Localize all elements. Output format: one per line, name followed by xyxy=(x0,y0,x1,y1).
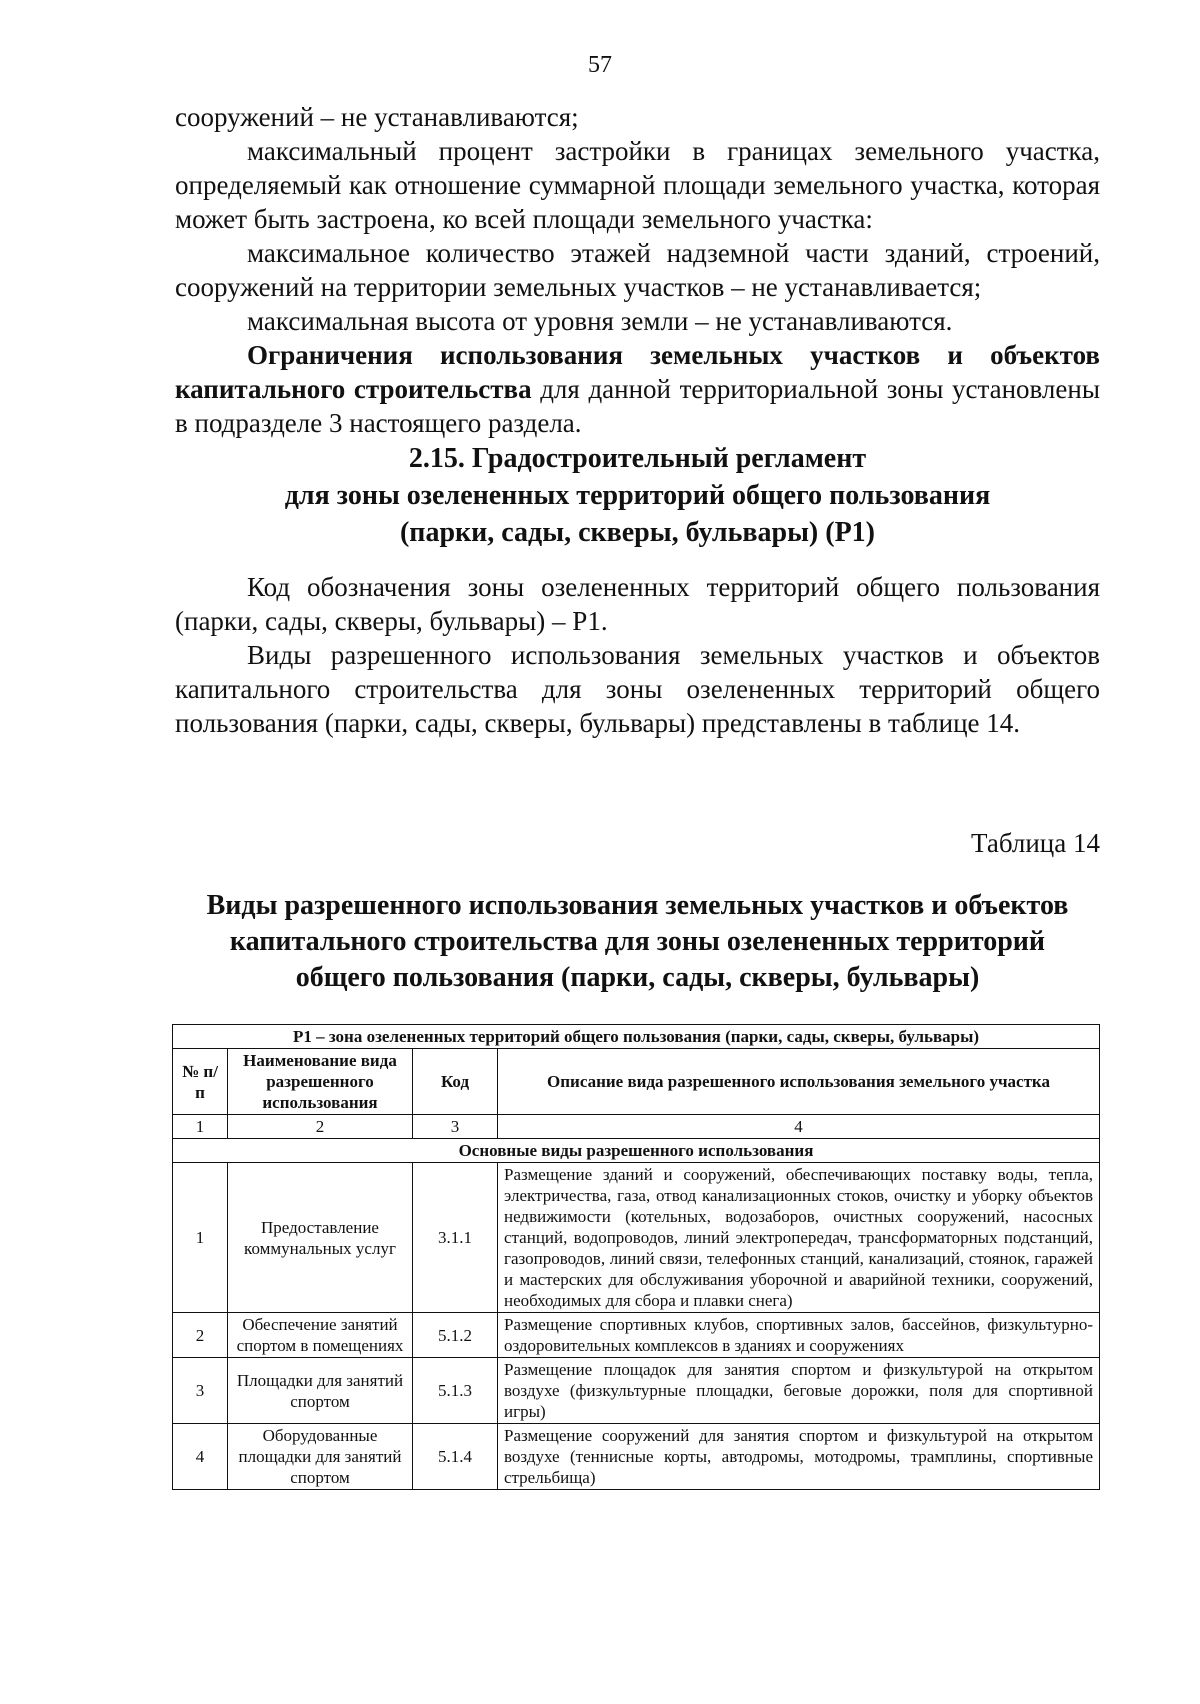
header-code: Код xyxy=(413,1049,498,1115)
row-description-cell: Размещение спортивных клубов, спортивных залов, бассейнов, физкультурно-оздоровительных комплексов в зданиях и сооружениях xyxy=(498,1313,1100,1358)
column-index-cell: 4 xyxy=(498,1115,1100,1139)
intro-line: сооружений – не устанавливаются; xyxy=(175,102,579,132)
row-code-cell: 5.1.3 xyxy=(413,1358,498,1424)
zone-header-cell: Р1 – зона озелененных территорий общего пользования (парки, сады, скверы, бульвары) xyxy=(173,1025,1100,1049)
intro-block xyxy=(175,100,1100,440)
description-block xyxy=(175,570,1100,740)
row-name-cell: Предоставление коммунальных услуг xyxy=(228,1163,413,1313)
table-title-line: общего пользования (парки, сады, скверы, бульвары) xyxy=(295,962,980,993)
row-name-cell: Оборудованные площадки для занятий спортом xyxy=(228,1424,413,1490)
table-row xyxy=(173,1313,1100,1358)
page-number: 57 xyxy=(588,52,612,78)
table-label: Таблица 14 xyxy=(971,828,1100,858)
table-title-line: Виды разрешенного использования земельных участков и объектов xyxy=(206,890,1069,921)
row-code-cell: 5.1.2 xyxy=(413,1313,498,1358)
paragraph-max-percent: максимальный процент застройки в границах земельного участка, определяемый как отношение суммарной площади земельного участка, которая может быть застроена, ко всей площади земельного участка: xyxy=(175,136,1100,234)
header-description: Описание вида разрешенного использования земельного участка xyxy=(498,1049,1100,1115)
table-row xyxy=(173,1424,1100,1490)
paragraph-restrictions xyxy=(175,338,1100,440)
restrictions-bold-text: Ограничения использования земельных участков и объектов капитального строительства xyxy=(175,340,1100,404)
table-row xyxy=(173,1358,1100,1424)
table-row xyxy=(173,1163,1100,1313)
section-heading-line: 2.15. Градостроительный регламент xyxy=(408,443,867,474)
section-heading-line: для зоны озелененных территорий общего пользования xyxy=(284,480,991,511)
row-code-cell: 3.1.1 xyxy=(413,1163,498,1313)
paragraph-max-height: максимальная высота от уровня земли – не устанавливаются. xyxy=(247,306,953,336)
row-code-cell: 5.1.4 xyxy=(413,1424,498,1490)
row-num-cell: 4 xyxy=(173,1424,228,1490)
row-name-cell: Площадки для занятий спортом xyxy=(228,1358,413,1424)
row-num-cell: 1 xyxy=(173,1163,228,1313)
header-num: № п/п xyxy=(173,1049,228,1115)
column-index-cell: 1 xyxy=(173,1115,228,1139)
table-title xyxy=(175,888,1100,996)
row-description-cell: Размещение сооружений для занятия спортом и физкультурой на открытом воздухе (теннисные корты, автодромы, мотодромы, трамплины, спортивные стрельбища) xyxy=(498,1424,1100,1490)
section-heading xyxy=(175,440,1100,551)
header-name: Наименование вида разрешенного использования xyxy=(228,1049,413,1115)
table-title-line: капитального строительства для зоны озелененных территорий xyxy=(229,926,1046,957)
row-description-cell: Размещение площадок для занятия спортом и физкультурой на открытом воздухе (физкультурные площадки, беговые дорожки, поля для спортивной игры) xyxy=(498,1358,1100,1424)
section-heading-line: (парки, сады, скверы, бульвары) (Р1) xyxy=(399,517,875,548)
row-num-cell: 3 xyxy=(173,1358,228,1424)
row-num-cell: 2 xyxy=(173,1313,228,1358)
section-row-main: Основные виды разрешенного использования xyxy=(173,1139,1100,1163)
paragraph-zone-code: Код обозначения зоны озелененных территорий общего пользования (парки, сады, скверы, бульвары) – Р1. xyxy=(175,572,1100,636)
row-name-cell: Обеспечение занятий спортом в помещениях xyxy=(228,1313,413,1358)
column-index-cell: 3 xyxy=(413,1115,498,1139)
restrictions-rest-text: для данной территориальной зоны установлены в подразделе 3 настоящего раздела. xyxy=(175,374,1100,438)
paragraph-usage-types: Виды разрешенного использования земельных участков и объектов капитального строительства для зоны озелененных территорий общего пользования (парки, сады, скверы, бульвары) представлены в таблице 14. xyxy=(175,640,1100,738)
paragraph-max-floors: максимальное количество этажей надземной части зданий, строений, сооружений на территории земельных участков – не устанавливается; xyxy=(175,238,1100,302)
column-index-cell: 2 xyxy=(228,1115,413,1139)
row-description-cell: Размещение зданий и сооружений, обеспечивающих поставку воды, тепла, электричества, газа, отвод канализационных стоков, очистку и уборку объектов недвижимости (котельных, водозаборов, очистных сооружений, насосных станций, водопроводов, линий электропередач, трансформаторных подстанций, газопроводов, линий связи, телефонных станций, канализаций, стоянок, гаражей и мастерских для обслуживания уборочной и аварийной техники, сооружений, необходимых для сбора и плавки снега) xyxy=(498,1163,1100,1313)
usage-types-table xyxy=(172,1024,1100,1490)
